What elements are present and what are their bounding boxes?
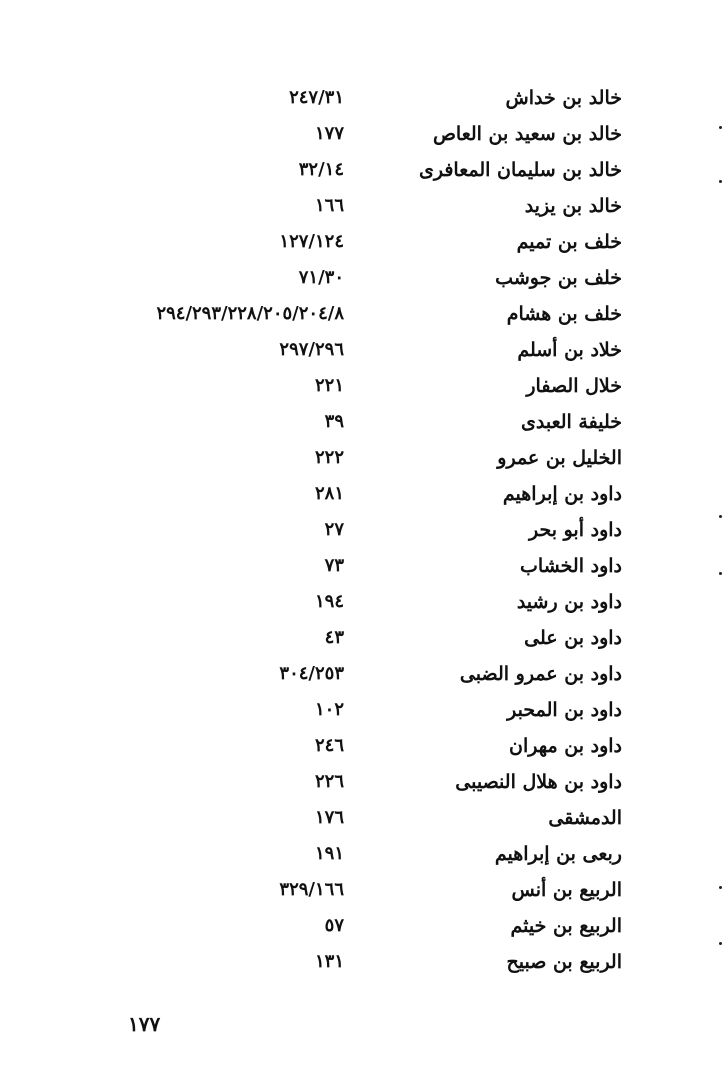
margin-mark — [719, 515, 722, 518]
entry-pages: ٧٣ — [324, 555, 344, 576]
entry-name: داود بن رشيد — [516, 591, 622, 613]
index-entry — [0, 584, 724, 620]
entry-name: خالد بن سعيد بن العاص — [432, 123, 622, 145]
entry-pages: ١٢٧/١٢٤ — [279, 231, 344, 252]
margin-mark — [719, 180, 722, 183]
margin-mark — [719, 942, 722, 945]
entry-pages: ٢٨١ — [314, 483, 344, 504]
entry-pages: ٢٢٦ — [314, 771, 344, 792]
entry-name: خلف بن جوشب — [495, 267, 622, 289]
entry-pages: ٢٧ — [324, 519, 344, 540]
index-entry — [0, 800, 724, 836]
entry-name: خلال الصفار — [526, 375, 622, 397]
index-entry — [0, 476, 724, 512]
entry-name: خليفة العبدى — [521, 411, 622, 433]
index-entry — [0, 80, 724, 116]
index-entry — [0, 188, 724, 224]
entry-pages: ٣٢/١٤ — [298, 159, 344, 180]
index-entry — [0, 728, 724, 764]
entry-pages: ١٧٧ — [314, 123, 344, 144]
margin-mark — [719, 572, 722, 575]
index-entries — [0, 80, 724, 980]
index-entry — [0, 764, 724, 800]
entry-name: داود بن هلال النصيبى — [455, 771, 622, 793]
entry-name: داود بن على — [524, 627, 622, 649]
entry-name: داود أبو بحر — [528, 519, 622, 541]
index-entry — [0, 404, 724, 440]
entry-pages: ٣٠٤/٢٥٣ — [279, 663, 344, 684]
entry-pages: ٢٢٢ — [314, 447, 344, 468]
entry-pages: ١٣١ — [314, 951, 344, 972]
entry-pages: ٧١/٣٠ — [298, 267, 344, 288]
index-entry — [0, 224, 724, 260]
index-entry — [0, 296, 724, 332]
entry-pages: ٢٩٧/٢٩٦ — [279, 339, 344, 360]
entry-name: الخليل بن عمرو — [497, 447, 622, 469]
index-entry — [0, 656, 724, 692]
index-entry — [0, 548, 724, 584]
entry-pages: ١٦٦ — [314, 195, 344, 216]
index-entry — [0, 944, 724, 980]
entry-name: خالد بن يزيد — [524, 195, 622, 217]
entry-name: ربعى بن إبراهيم — [494, 843, 622, 865]
entry-pages: ٣٩ — [324, 411, 344, 432]
index-entry — [0, 872, 724, 908]
index-entry — [0, 440, 724, 476]
entry-name: الربيع بن أنس — [511, 879, 622, 901]
index-entry — [0, 332, 724, 368]
entry-pages: ٥٧ — [324, 915, 344, 936]
entry-name: داود بن المحبر — [507, 699, 622, 721]
entry-name: خالد بن سليمان المعافرى — [418, 159, 622, 181]
entry-pages: ١٩١ — [314, 843, 344, 864]
entry-name: الربيع بن خيثم — [510, 915, 622, 937]
entry-pages: ٤٣ — [324, 627, 344, 648]
entry-name: خالد بن خداش — [505, 87, 622, 109]
entry-name: داود بن عمرو الضبى — [459, 663, 622, 685]
entry-name: خلف بن تميم — [516, 231, 622, 253]
entry-pages: ١٩٤ — [314, 591, 344, 612]
index-entry — [0, 620, 724, 656]
entry-pages: ٢٤٦ — [314, 735, 344, 756]
entry-pages: ١٠٢ — [314, 699, 344, 720]
index-entry — [0, 260, 724, 296]
entry-name: خلف بن هشام — [506, 303, 622, 325]
entry-name: الربيع بن صبيح — [506, 951, 622, 973]
entry-pages: ١٧٦ — [314, 807, 344, 828]
index-entry — [0, 116, 724, 152]
entry-name: داود بن مهران — [508, 735, 622, 757]
index-entry — [0, 512, 724, 548]
index-entry — [0, 908, 724, 944]
entry-name: داود الخشاب — [520, 555, 622, 577]
page-number: ١٧٧ — [128, 1012, 161, 1036]
entry-pages: ٣٢٩/١٦٦ — [279, 879, 344, 900]
index-entry — [0, 368, 724, 404]
index-entry — [0, 152, 724, 188]
margin-mark — [719, 886, 722, 889]
entry-name: الدمشقى — [548, 807, 622, 829]
margin-mark — [719, 126, 722, 129]
index-entry — [0, 836, 724, 872]
index-entry — [0, 692, 724, 728]
entry-name: خلاد بن أسلم — [517, 339, 622, 361]
entry-pages: ٢٢١ — [314, 375, 344, 396]
entry-name: داود بن إبراهيم — [502, 483, 622, 505]
entry-pages: ٢٩٤/٢٩٣/٢٢٨/٢٠٥/٢٠٤/٨ — [156, 303, 344, 324]
entry-pages: ٢٤٧/٣١ — [289, 87, 344, 108]
